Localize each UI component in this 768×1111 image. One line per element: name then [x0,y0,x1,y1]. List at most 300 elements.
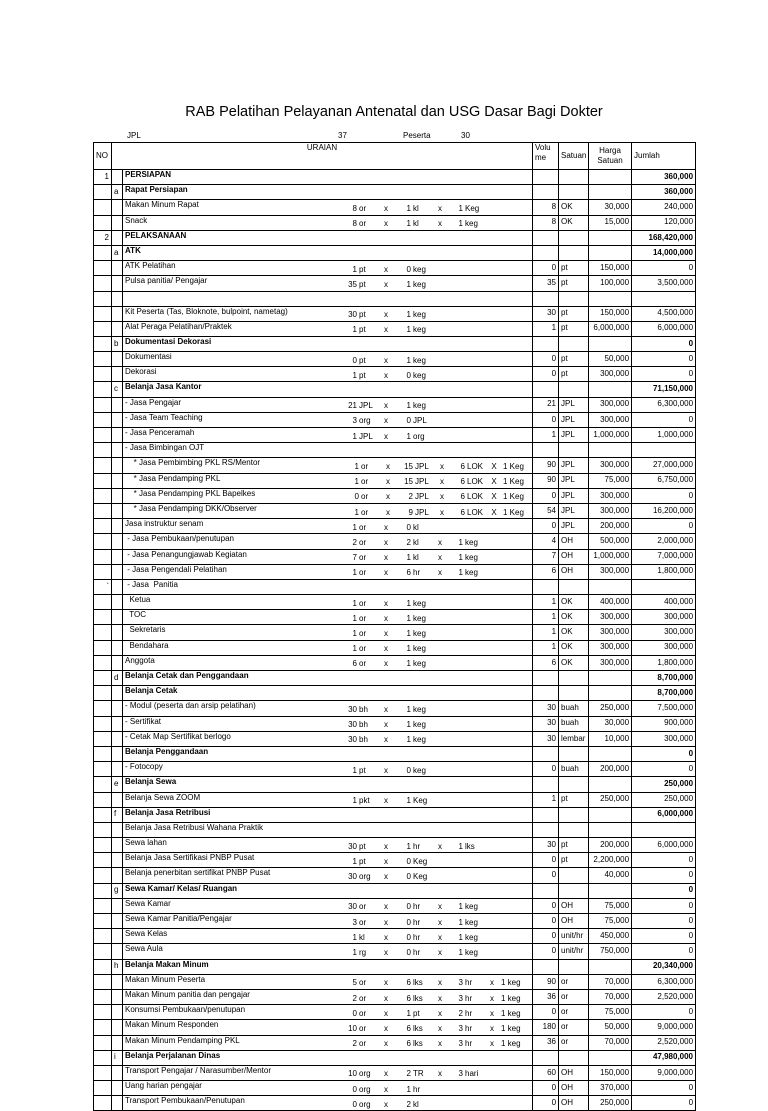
row-satuan [559,671,589,686]
row-description-text: Belanja Penggandaan [125,746,209,756]
row-volume [533,230,559,245]
row-formula-part: 1 [352,644,357,654]
row-formula-part: 1 [406,431,411,441]
row-description-text: - Fotocopy [125,762,163,772]
row-formula-part: 1 [406,1084,411,1094]
row-volume: 30 [533,838,559,853]
row-description [123,397,533,412]
table-row [94,170,696,185]
row-formula-part: 10 [348,1023,357,1033]
row-formula-part: or [359,644,367,654]
row-formula-part: 0 [406,932,411,942]
row-jumlah: 0 [632,883,696,898]
row-harga-satuan: 70,000 [589,974,632,989]
row-sub-letter [112,443,123,458]
row-formula-part: x [384,704,388,714]
row-volume [533,883,559,898]
row-jumlah: 27,000,000 [632,458,696,473]
row-formula-part: 15 [404,461,413,471]
table-row [94,853,696,868]
row-formula-part: x [384,416,388,426]
row-jumlah: 8,700,000 [632,671,696,686]
row-volume: 0 [533,352,559,367]
row-formula-part: x [384,765,388,775]
row-formula-part: 1 keg [501,1023,521,1033]
row-description-text: PERSIAPAN [125,170,172,179]
row-satuan: OH [559,534,589,549]
row-jumlah: 6,300,000 [632,974,696,989]
row-description-text: ATK Pelatihan [125,261,176,271]
row-formula-part: x [384,370,388,380]
row-formula-part: 6 [460,477,465,487]
row-satuan: buah [559,716,589,731]
row-formula-part: keg [413,735,426,745]
row-description-text: ATK [125,245,141,255]
row-volume: 1 [533,640,559,655]
table-row [94,914,696,929]
row-satuan: JPL [559,519,589,534]
row-jumlah: 300,000 [632,625,696,640]
row-description [123,185,533,200]
row-formula-part: x [384,1099,388,1109]
row-formula-part: 1 [352,856,357,866]
row-formula-part: bh [359,704,368,714]
row-jumlah: 360,000 [632,185,696,200]
row-jumlah: 0 [632,352,696,367]
row-formula-part: hr [465,1008,473,1018]
row-number [94,777,112,792]
row-harga-satuan: 300,000 [589,655,632,670]
row-harga-satuan: 150,000 [589,261,632,276]
row-formula-part: x [386,507,390,517]
row-satuan: OH [559,1065,589,1080]
row-description-text: Anggota [125,655,155,665]
row-formula-part: 1 [458,947,463,957]
row-number: ` [94,579,112,594]
row-sub-letter [112,1081,123,1096]
header-harga-satuan: Harga Satuan [589,143,632,170]
row-formula-part: x [384,947,388,957]
row-formula-part: hr [465,978,473,988]
row-formula-part: keg [465,537,478,547]
row-formula-part: x [386,477,390,487]
row-formula-part: x [438,203,442,213]
row-description [123,261,533,276]
row-volume: 1 [533,625,559,640]
row-formula-part: 1 [406,704,411,714]
row-volume: 0 [533,367,559,382]
row-description [123,549,533,564]
budget-table [93,142,696,1111]
row-jumlah: 0 [632,367,696,382]
row-description-text: Uang harian pengajar [125,1081,202,1091]
row-formula-part: bh [359,735,368,745]
row-formula-part: or [359,522,367,532]
row-formula-part: 1 [352,325,357,335]
row-harga-satuan: 10,000 [589,731,632,746]
row-jumlah: 1,800,000 [632,655,696,670]
row-number [94,291,112,306]
row-harga-satuan: 75,000 [589,1005,632,1020]
row-formula-part: or [359,1023,367,1033]
row-description [123,838,533,853]
row-formula-part: 15 [404,477,413,487]
row-description-text: Makan Minum Pendamping PKL [125,1035,240,1045]
row-number [94,397,112,412]
row-number [94,519,112,534]
row-harga-satuan: 75,000 [589,473,632,488]
row-sub-letter [112,686,123,701]
row-sub-letter [112,534,123,549]
row-sub-letter [112,352,123,367]
row-formula-part: x [384,978,388,988]
row-description [123,625,533,640]
row-formula-part: keg [465,553,478,563]
row-sub-letter [112,731,123,746]
row-number [94,853,112,868]
row-description-text: - Jasa Panitia [125,579,178,589]
row-description [123,1050,533,1065]
row-harga-satuan [589,230,632,245]
row-formula-part: 9 [408,507,413,517]
row-formula-part: 2 [406,537,411,547]
row-sub-letter: e [112,777,123,792]
row-number: 2 [94,230,112,245]
row-description [123,503,533,518]
table-row [94,185,696,200]
row-description-text: Makan Minum Responden [125,1020,219,1030]
row-harga-satuan: 70,000 [589,989,632,1004]
row-jumlah: 300,000 [632,610,696,625]
row-description [123,944,533,959]
row-jumlah: 0 [632,488,696,503]
row-formula-part: 10 [348,1069,357,1079]
row-harga-satuan [589,291,632,306]
row-formula-part: 1 [352,370,357,380]
row-formula-part: keg [413,310,426,320]
row-jumlah: 900,000 [632,716,696,731]
row-description [123,640,533,655]
table-row [94,443,696,458]
row-formula-part: pt [413,1008,420,1018]
row-formula-part: 6 [460,507,465,517]
row-harga-satuan [589,671,632,686]
table-row [94,671,696,686]
row-sub-letter [112,306,123,321]
row-volume [533,822,559,837]
row-formula-part: pkt [359,796,370,806]
row-formula-part: keg [413,644,426,654]
row-sub-letter [112,746,123,761]
row-satuan: OK [559,215,589,230]
row-sub-letter [112,944,123,959]
row-volume: 90 [533,473,559,488]
table-row [94,731,696,746]
row-formula-part: 6 [352,659,357,669]
row-formula-part: lks [413,993,423,1003]
row-description-text: Kit Peserta (Tas, Bloknote, bulpoint, nametag) [125,306,288,316]
row-formula-part: 0 [406,902,411,912]
table-row [94,792,696,807]
row-formula-part: x [384,841,388,851]
row-number [94,473,112,488]
row-formula-part: keg [413,720,426,730]
row-formula-part: 1 [406,401,411,411]
row-number [94,655,112,670]
row-formula-part: x [384,325,388,335]
row-jumlah: 0 [632,336,696,351]
row-description [123,929,533,944]
row-description-text: Konsumsi Pembukaan/penutupan [125,1005,246,1015]
row-formula-part: LOK [467,477,484,487]
row-formula-part: keg [413,355,426,365]
row-formula-part: kl [413,203,419,213]
row-formula-part: 1 [406,219,411,229]
row-sub-letter [112,974,123,989]
row-formula-part: org [359,1069,371,1079]
row-description-text: Belanja Perjalanan Dinas [125,1050,221,1060]
row-description-text: Sewa Kamar/ Kelas/ Ruangan [125,883,238,893]
row-sub-letter [112,170,123,185]
table-row [94,261,696,276]
row-sub-letter [112,519,123,534]
row-volume: 0 [533,519,559,534]
row-volume: 8 [533,215,559,230]
row-volume [533,959,559,974]
row-formula-part: Keg [413,872,428,882]
row-formula-part: JPL [415,507,429,517]
table-row [94,1035,696,1050]
row-formula-part: x [384,431,388,441]
row-jumlah: 0 [632,762,696,777]
row-formula-part: 1 [406,796,411,806]
row-formula-part: 2 [458,1008,463,1018]
row-formula-part: Keg [413,856,428,866]
row-formula-part: 1 [406,310,411,320]
row-formula-part: 0 [352,1008,357,1018]
row-sub-letter: a [112,185,123,200]
row-satuan [559,686,589,701]
row-formula-part: kl [413,1099,419,1109]
row-jumlah: 0 [632,1096,696,1111]
row-formula-part: pt [359,355,366,365]
row-formula-part: x [386,461,390,471]
row-formula-part: 3 [458,1023,463,1033]
row-harga-satuan: 200,000 [589,838,632,853]
row-sub-letter [112,412,123,427]
row-jumlah: 1,800,000 [632,564,696,579]
row-formula-part: 30 [348,735,357,745]
row-number [94,1050,112,1065]
row-sub-letter [112,595,123,610]
row-number [94,762,112,777]
row-formula-part: keg [465,917,478,927]
row-harga-satuan: 50,000 [589,352,632,367]
row-volume: 0 [533,261,559,276]
row-volume: 1 [533,321,559,336]
row-jumlah: 250,000 [632,777,696,792]
row-formula-part: 30 [348,841,357,851]
row-jumlah: 2,000,000 [632,534,696,549]
row-harga-satuan: 200,000 [589,519,632,534]
row-formula-part: 1 [458,219,463,229]
row-number [94,686,112,701]
row-formula-part: 1 [352,613,357,623]
row-description-text: - Jasa Penceramah [125,428,195,437]
header-jumlah: Jumlah [632,143,696,170]
row-jumlah: 120,000 [632,215,696,230]
row-number [94,367,112,382]
row-harga-satuan: 300,000 [589,397,632,412]
row-satuan: OK [559,200,589,215]
row-formula-part: keg [413,279,426,289]
row-volume: 1 [533,610,559,625]
row-description-text: Belanja Cetak dan Penggandaan [125,671,249,680]
row-jumlah: 0 [632,898,696,913]
row-satuan: or [559,1005,589,1020]
row-formula-part: 3 [352,917,357,927]
row-formula-part: x [490,1039,494,1049]
table-row [94,1065,696,1080]
row-volume [533,185,559,200]
row-formula-part: x [490,1008,494,1018]
row-formula-part: x [440,507,444,517]
row-description-text: Belanja Cetak [125,686,178,696]
row-volume [533,579,559,594]
row-description-text: Snack [125,215,148,225]
table-row [94,777,696,792]
row-formula-part: hr [413,932,421,942]
header-no: NO [94,143,112,170]
row-formula-part: x [384,720,388,730]
row-satuan: JPL [559,428,589,443]
row-formula-part: 0 [352,1099,357,1109]
row-formula-part: 2 [352,993,357,1003]
table-row [94,701,696,716]
row-volume: 0 [533,853,559,868]
row-formula-part: keg [465,932,478,942]
row-description-text: Belanja Sewa [125,777,177,787]
row-sub-letter [112,549,123,564]
row-description-text: Rapat Persiapan [125,185,188,195]
row-harga-satuan: 300,000 [589,503,632,518]
row-satuan [559,822,589,837]
row-formula-part: or [359,537,367,547]
row-description-text: - Jasa Penangungjawab Kegiatan [125,549,247,559]
row-number [94,1005,112,1020]
row-description-text: Dokumentasi Dekorasi [125,336,212,346]
row-satuan: JPL [559,503,589,518]
row-formula-part: keg [413,704,426,714]
table-row [94,989,696,1004]
row-formula-part: 21 [348,401,357,411]
row-formula-part: 1 Keg [503,461,524,471]
row-volume: 0 [533,488,559,503]
table-row [94,579,696,594]
row-number [94,671,112,686]
table-row [94,716,696,731]
row-formula-part: 1 [406,325,411,335]
row-jumlah: 0 [632,868,696,883]
row-description [123,276,533,291]
row-harga-satuan: 1,000,000 [589,549,632,564]
row-satuan [559,185,589,200]
row-formula-part: 3 [458,993,463,1003]
row-description-text: Belanja Jasa Retribusi Wahana Praktik [125,822,263,832]
row-formula-part: 1 [352,568,357,578]
row-formula-part: JPL [359,431,373,441]
row-number [94,944,112,959]
row-description-text: Belanja Jasa Sertifikasi PNBP Pusat [125,853,255,863]
row-formula-part: pt [359,279,366,289]
row-description [123,1020,533,1035]
row-number [94,610,112,625]
row-jumlah: 400,000 [632,595,696,610]
table-row [94,367,696,382]
row-description-text: Dekorasi [125,367,157,377]
table-row [94,610,696,625]
row-satuan: or [559,974,589,989]
row-formula-part: x [438,219,442,229]
row-formula-part: 1 [354,477,359,487]
row-satuan: buah [559,701,589,716]
row-volume: 30 [533,731,559,746]
row-volume: 0 [533,914,559,929]
row-formula-part: 1 [458,568,463,578]
row-jumlah: 71,150,000 [632,382,696,397]
row-sub-letter [112,655,123,670]
row-volume [533,382,559,397]
row-sub-letter: g [112,883,123,898]
row-jumlah: 300,000 [632,640,696,655]
row-description [123,412,533,427]
row-formula-part: or [359,203,367,213]
row-harga-satuan [589,170,632,185]
row-sub-letter [112,929,123,944]
row-formula-part: 0 [406,522,411,532]
row-formula-part: x [384,1084,388,1094]
row-number [94,503,112,518]
row-jumlah: 6,000,000 [632,321,696,336]
row-formula-part: lks [465,841,475,851]
row-harga-satuan: 300,000 [589,625,632,640]
row-formula-part: 0 [406,856,411,866]
row-jumlah: 16,200,000 [632,503,696,518]
row-formula-part: 1 [406,629,411,639]
row-formula-part: or [361,492,369,502]
row-formula-part: 1 [352,598,357,608]
row-number [94,807,112,822]
row-description [123,914,533,929]
row-formula-part: JPL [359,401,373,411]
row-description-text: Sewa Kelas [125,929,168,939]
row-description-text: - Sertifikat [125,716,162,726]
row-jumlah: 250,000 [632,792,696,807]
row-harga-satuan: 100,000 [589,276,632,291]
row-formula-part: org [413,431,425,441]
row-sub-letter [112,822,123,837]
row-satuan: OK [559,610,589,625]
row-sub-letter [112,428,123,443]
row-satuan: OK [559,655,589,670]
row-description [123,671,533,686]
row-harga-satuan [589,686,632,701]
row-description [123,974,533,989]
row-satuan: unit/hr [559,929,589,944]
table-row [94,564,696,579]
row-formula-part: 1 [352,796,357,806]
table-row [94,245,696,260]
